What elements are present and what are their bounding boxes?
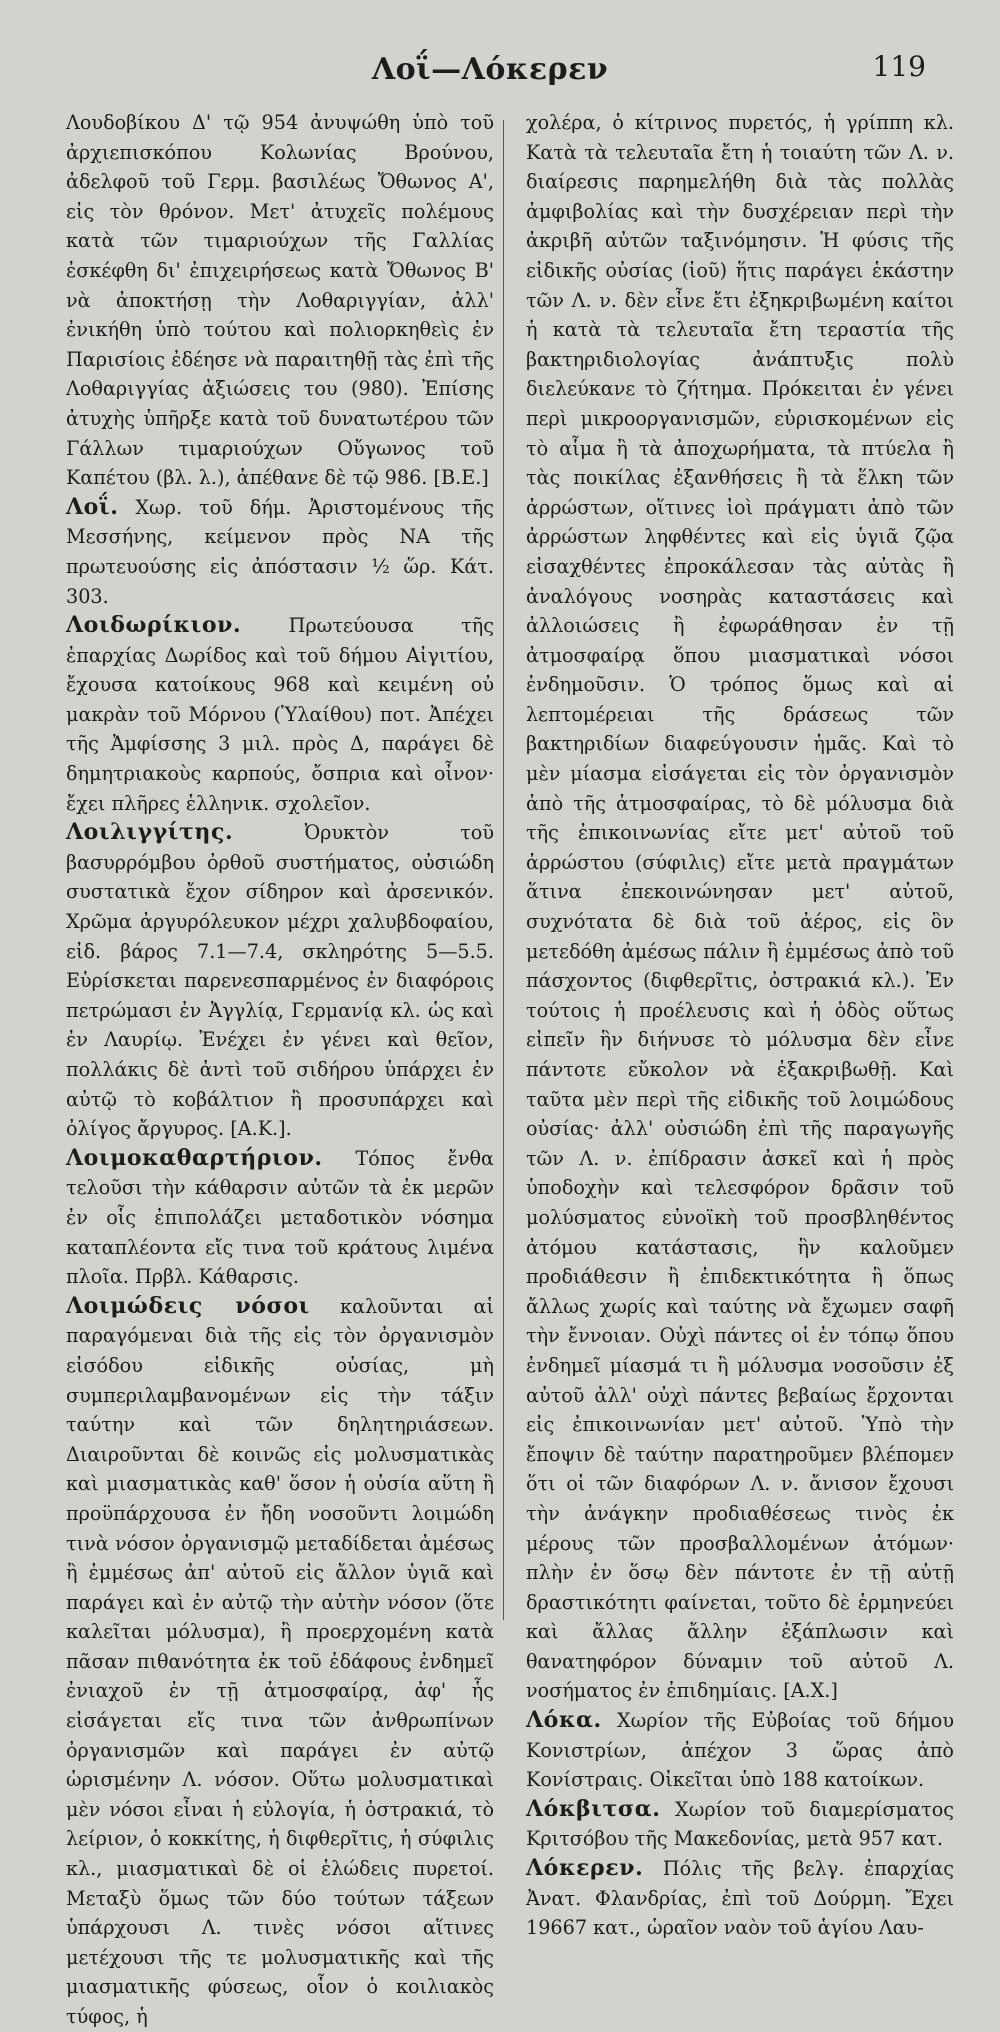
entry-text: Ὀρυκτὸν τοῦ βασυρρόμβου ὀρθοῦ συστήματος, οὐσιώδη συστατικὰ ἔχον σίδηρον καὶ ἀρσενικόν. Χρῶμα ἀργυρόλευκον μέχρι χαλυβδοφαίου, εἰδ. βάρος 7.1—7.4, σκληρότης 5—5.5. Εὑρίσκεται παρενεσπαρμένος ἐν διαφόροις πετρώμασι ἐν Ἀγγλίᾳ, Γερμανίᾳ κλ. ὡς καὶ ἐν Λαυρίῳ. Ἐνέχει ἐν γένει καὶ θεῖον, πολλάκις δὲ ἀντὶ τοῦ σιδήρου ὑπάρχει ἐν αὐτῷ τὸ κοβάλτιον ἢ προσυπάρχει καὶ ὀλίγος ἄργυρος. [Α.Κ.].	[66, 821, 494, 1141]
entry-loimodeis-nosoi	[66, 1292, 494, 2032]
entry-loka	[526, 1706, 954, 1795]
entry-loimokathartirion	[66, 1144, 494, 1292]
entry-loidorikion	[66, 611, 494, 818]
page-header	[0, 46, 1000, 90]
entry-lemma: Λόκερεν.	[526, 1855, 644, 1882]
entry-lemma: Λόκβιτσα.	[526, 1795, 661, 1822]
running-title: Λοΐ—Λόκερεν	[371, 52, 609, 87]
paragraph-text: χολέρα, ὁ κίτρινος πυρετός, ἡ γρίππη κλ. Κατὰ τὰ τελευταῖα ἔτη ἡ τοιαύτη τῶν Λ. ν. διαίρεσις παρημελήθη διὰ τὰς πολλὰς ἀμφιβολίας καὶ τὴν δυσχέρειαν περὶ τὴν ἀκριβῆ αὐτῶν ταξινόμησιν. Ἡ φύσις τῆς εἰδικῆς οὐσίας (ἰοῦ) ἥτις παράγει ἑκάστην τῶν Λ. ν. δὲν εἶνε ἔτι ἐξηκριβωμένη καίτοι ἡ κατὰ τὰ τελευταῖα ἔτη τεραστία τῆς βακτηριδιολογίας ἀνάπτυξις πολὺ διελεύκανε τὸ ζήτημα. Πρόκειται ἐν γένει περὶ μικροοργανισμῶν, εὑρισκομένων εἰς τὸ αἷμα ἢ τὰ ἀποχωρήματα, τὰ πτύελα ἢ τὰς ποικίλας ἐξανθήσεις ἢ τὰ ἕλκη τῶν ἀρρώστων, οἵτινες ἰοὶ πράγματι ἀπὸ τῶν ἀρρώστων ληφθέντες καὶ εἰς ὑγιᾶ ζῷα εἰσαχθέντες ἐπροκάλεσαν τὰς αὐτὰς ἢ ἀναλόγους νοσηρὰς καταστάσεις καὶ ἀλλοιώσεις ἢ ἐφωράθησαν ἐν τῇ ἀτμοσφαίρᾳ ὅπου μιασματικαὶ νόσοι ἐνδημοῦσιν. Ὁ τρόπος ὅμως καὶ αἱ λεπτομέρειαι τῆς δράσεως τῶν βακτηριδίων διαφεύγουσιν ἡμᾶς. Καὶ τὸ μὲν μίασμα εἰσάγεται εἰς τὸν ὀργανισμὸν ἀπὸ τῆς ἀτμοσφαίρας, τὸ δὲ μόλυσμα διὰ τῆς ἐπικοινωνίας εἴτε μετ' αὐτοῦ τοῦ ἀρρώστου (σύφιλις) εἴτε μετὰ πραγμάτων ἅτινα ἐπεκοινώνησαν μετ' αὐτοῦ, συχνότατα δὲ διὰ τοῦ ἀέρος, εἰς ὃν μετεδόθη ἀμέσως πάλιν ἢ ἐμμέσως ἀπὸ τοῦ πάσχοντος (διφθερῖτις, ὀστρακιά κλ.). Ἐν τούτοις ἡ προέλευσις καὶ ἡ ὁδὸς οὕτως εἰπεῖν ἣν διήνυσε τὸ μόλυσμα δὲν εἶνε πάντοτε εὔκολον νὰ ἐξακριβωθῇ. Καὶ ταῦτα μὲν περὶ τῆς εἰδικῆς τοῦ λοιμώδους οὐσίας· ἀλλ' οὐσιώδη ἐπὶ τῆς παραγωγῆς τῶν Λ. ν. ἐπίδρασιν ἀσκεῖ καὶ ἡ πρὸς ὑποδοχὴν καὶ τελεσφόρον δρᾶσιν τοῦ μολύσματος εὐνοϊκὴ τοῦ προσβληθέντος ἀτόμου κατάστασις, ἣν καλοῦμεν προδιάθεσιν ἢ ἐπιδεκτικότητα ἢ ὅπως ἄλλως χωρίς καὶ ταύτης νὰ ἔχωμεν σαφῆ τὴν ἔννοιαν. Οὐχὶ πάντες οἱ ἐν τόπῳ ὅπου ἐνδημεῖ μίασμά τι ἢ μόλυσμα νοσοῦσιν ἐξ αὐτοῦ ἀλλ' οὐχὶ πάντες βεβαίως ἔρχονται εἰς ἐπικοινωνίαν μετ' αὐτοῦ. Ὑπὸ τὴν ἔποψιν δὲ ταύτην παρατηροῦμεν βλέπομεν ὅτι οἱ τῶν διαφόρων Λ. ν. ἄνισον ἔχουσι τὴν ἀνάγκην προδιαθέσεως τινὸς ἐκ μέρους τῶν προσβαλλομένων ἀτόμων· πλὴν ἐν ὅσῳ δὲν πάντοτε ἐν τῇ αὐτῇ δραστικότητι φαίνεται, τοῦτο δὲ ἑρμηνεύει καὶ ἄλλας ἄλλην ἐξάπλωσιν καὶ θανατηφόρον δύναμιν τοῦ αὐτοῦ Λ. νοσήματος ἐν ἐπιδημίαις. [Α.Χ.]	[526, 111, 954, 1703]
entry-lemma: Λοιλιγγίτης.	[66, 819, 234, 846]
entry-text: Χωρ. τοῦ δήμ. Ἀριστομένους τῆς Μεσσήνης, κείμενον πρὸς ΝΑ τῆς πρωτευούσης εἰς ἀπόστασιν ½ ὥρ. Κάτ. 303.	[66, 495, 494, 608]
left-column	[66, 108, 494, 2032]
entry-lokvitsa	[526, 1795, 954, 1854]
entry-lemma: Λοιμοκαθαρτήριον.	[66, 1144, 323, 1171]
paragraph-continued	[526, 108, 954, 1706]
entry-text: Πρωτεύουσα τῆς ἐπαρχίας Δωρίδος καὶ τοῦ δήμου Αἰγιτίου, ἔχουσα κατοίκους 968 καὶ κειμένη οὐ μακρὰν τοῦ Μόρνου (Ὑλαίθου) ποτ. Ἀπέχει τῆς Ἀμφίσσης 3 μιλ. πρὸς Δ, παράγει δὲ δημητριακοὺς καρπούς, ὄσπρια καὶ οἶνον· ἔχει πλῆρες ἑλληνικ. σχολεῖον.	[66, 614, 494, 815]
column-divider	[503, 120, 504, 1620]
entry-text: καλοῦνται αἱ παραγόμεναι διὰ τῆς εἰς τὸν ὀργανισμὸν εἰσόδου εἰδικῆς οὐσίας, μὴ συμπεριλαμβανομένων εἰς τὴν τάξιν ταύτην καὶ τῶν δηλητηριάσεων. Διαιροῦνται δὲ κοινῶς εἰς μολυσματικὰς καὶ μιασματικὰς καθ' ὅσον ἡ οὐσία αὕτη ἢ προϋπάρχουσα ἐν ἤδη νοσοῦντι λοιμώδη τινὰ νόσον ὀργανισμῷ μεταδίδεται ἀμέσως ἢ ἐμμέσως ἀπ' αὐτοῦ εἰς ἄλλον ὑγιᾶ καὶ παράγει καὶ ἐν αὐτῷ τὴν αὐτὴν νόσον (ὅτε καλεῖται μόλυσμα), ἢ προερχομένη κατὰ πᾶσαν πιθανότητα ἐκ τοῦ ἐδάφους ἐνδημεῖ ἐνιαχοῦ ἐν τῇ ἀτμοσφαίρᾳ, ἀφ' ἧς εἰσάγεται εἴς τινα τῶν ἀνθρωπίνων ὀργανισμῶν καὶ παράγει ἐν αὐτῷ ὡρισμένην Λ. νόσον. Οὕτω μολυσματικαὶ μὲν νόσοι εἶναι ἡ εὐλογία, ἡ ὀστρακιά, τὸ λείριον, ὁ κοκκίτης, ἡ διφθερῖτις, ἡ σύφιλις κλ., μιασματικαὶ δὲ οἱ ἑλώδεις πυρετοί. Μεταξὺ ὅμως τῶν δύο τούτων τάξεων ὑπάρχουσι Λ. τινὲς νόσοι αἵτινες μετέχουσι τῆς τε μολυσματικῆς καὶ τῆς μιασματικῆς φύσεως, οἷον ὁ κοιλιακὸς τύφος, ἡ	[66, 1294, 494, 2028]
paragraph-continued	[66, 108, 494, 493]
paragraph-text: Λουδοβίκου Δ' τῷ 954 ἀνυψώθη ὑπὸ τοῦ ἀρχιεπισκόπου Κολωνίας Βρούνου, ἀδελφοῦ τοῦ Γερμ. βασιλέως Ὄθωνος Α', εἰς τὸν θρόνον. Μετ' ἀτυχεῖς πολέμους κατὰ τῶν τιμαριούχων τῆς Γαλλίας ἐσκέφθη δι' ἐπιχειρήσεως κατὰ Ὄθωνος Β' νὰ ἀποκτήσῃ τὴν Λοθαριγγίαν, ἀλλ' ἐνικήθη ὑπὸ τούτου καὶ πολιορκηθεὶς ἐν Παρισίοις ἐδέησε νὰ παραιτηθῇ τὰς ἐπὶ τῆς Λοθαριγγίας ἀξιώσεις του (980). Ἐπίσης ἀτυχὴς ὑπῆρξε κατὰ τοῦ δυνατωτέρου τῶν Γάλλων τιμαριούχων Οὔγωνος τοῦ Καπέτου (βλ. λ.), ἀπέθανε δὲ τῷ 986. [Β.Ε.]	[66, 111, 494, 490]
page-number: 119	[872, 50, 926, 83]
entry-text: Χωρίον τοῦ διαμερίσματος Κριτσόβου τῆς Μακεδονίας, μετὰ 957 κατ.	[526, 1797, 954, 1851]
entry-text: Πόλις τῆς βελγ. ἐπαρχίας Ἀνατ. Φλανδρίας, ἐπὶ τοῦ Δούρμη. Ἔχει 19667 κατ., ὡραῖον ναὸν τοῦ ἁγίου Λαυ-	[526, 1857, 954, 1940]
entry-text: Χωρίον τῆς Εὐβοίας τοῦ δήμου Κονιστρίων, ἀπέχον 3 ὥρας ἀπὸ Κονίστραις. Οἰκεῖται ὑπὸ 188 κατοίκων.	[526, 1709, 954, 1792]
right-column	[526, 108, 954, 1943]
entry-lemma: Λοΐ.	[66, 493, 119, 520]
entry-lemma: Λοιμώδεις νόσοι	[66, 1292, 310, 1319]
entry-lokeren	[526, 1854, 954, 1943]
entry-text: Τόπος ἔνθα τελοῦσι τὴν κάθαρσιν αὐτῶν τὰ ἐκ μερῶν ἐν οἷς ἐπιπολάζει μεταδοτικὸν νόσημα καταπλέοντα εἴς τινα τοῦ κράτους λιμένα πλοῖα. Πρβλ. Κάθαρσις.	[66, 1146, 494, 1289]
entry-loilingitis	[66, 818, 494, 1144]
entry-lemma: Λόκα.	[526, 1707, 602, 1734]
entry-loi	[66, 493, 494, 611]
entry-lemma: Λοιδωρίκιον.	[66, 612, 242, 639]
